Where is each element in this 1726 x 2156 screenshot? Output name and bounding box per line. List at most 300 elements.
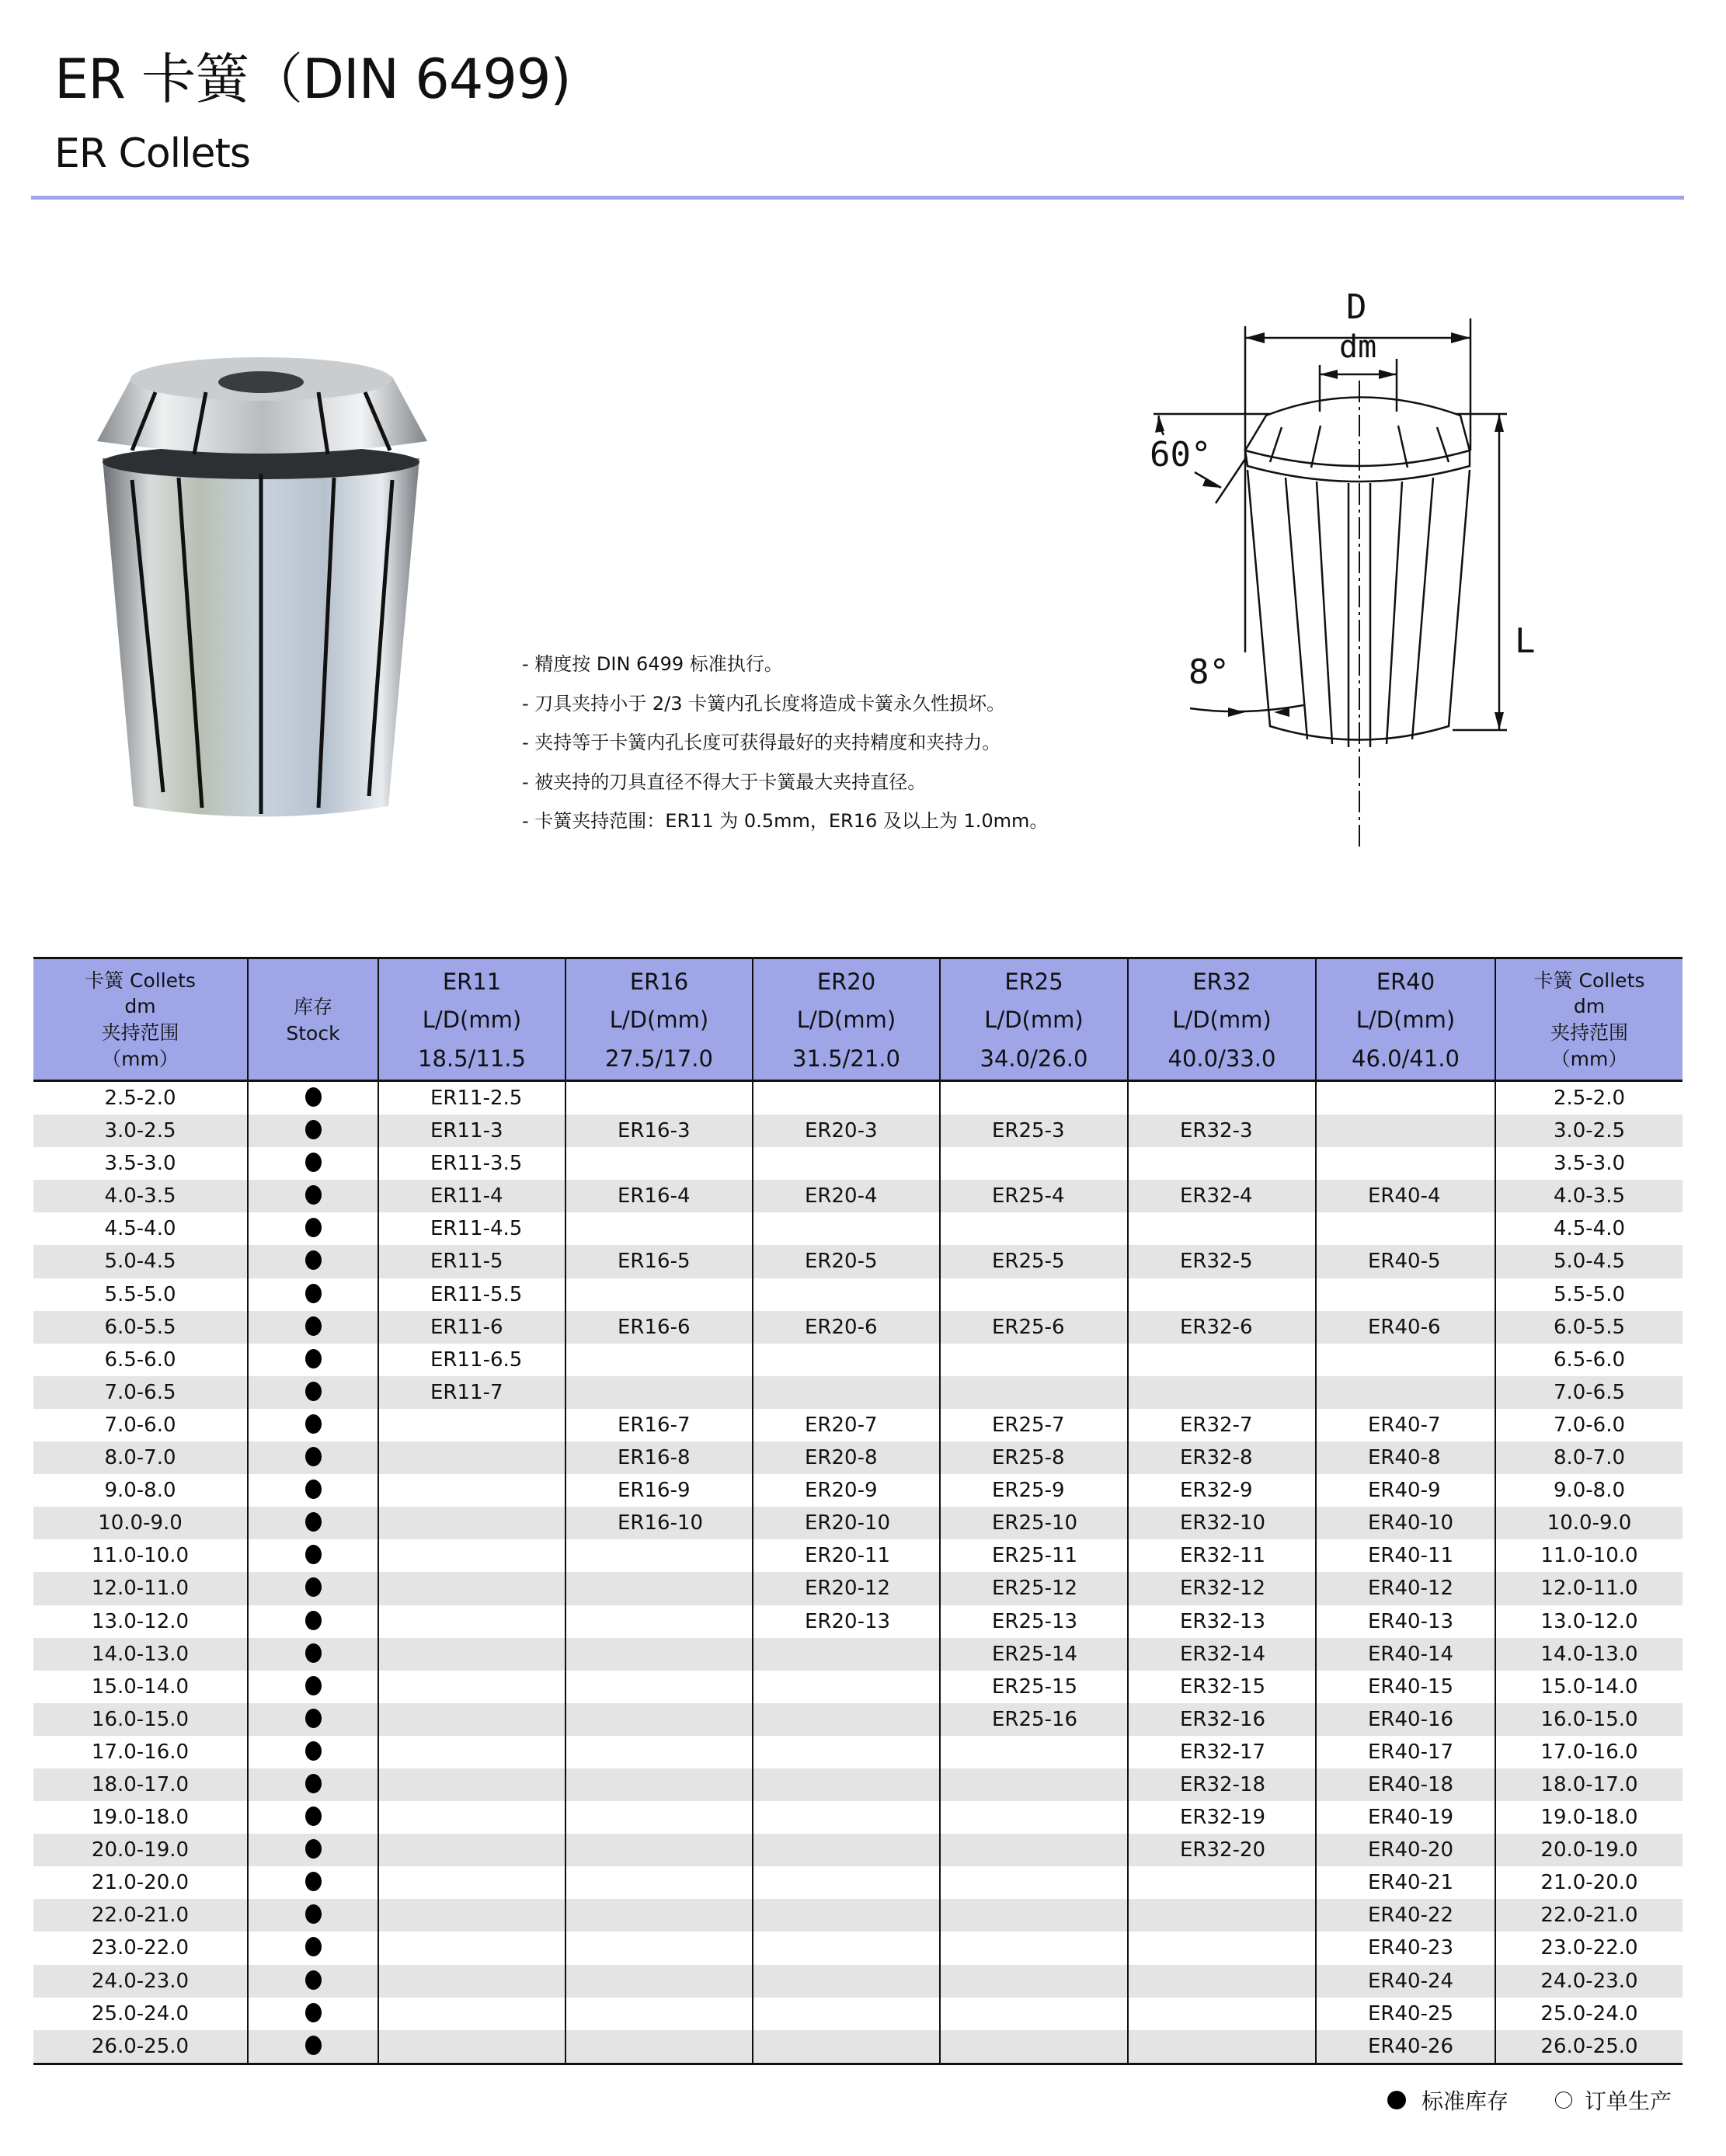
stock-dot-icon [305,1316,322,1336]
cell-code-er32 [1127,1344,1315,1376]
cell-code-er40: ER40-9 [1315,1474,1495,1507]
note-item: - 卡簧夹持范围：ER11 为 0.5mm，ER16 及以上为 1.0mm。 [522,810,1049,832]
filled-dot-icon [1387,2091,1406,2109]
cell-code-er32 [1127,1998,1315,2030]
cell-code-er25 [939,1899,1127,1932]
cell-code-er25 [939,1768,1127,1801]
cell-code-er40: ER40-8 [1315,1441,1495,1474]
cell-range-right: 20.0-19.0 [1495,1834,1683,1866]
cell-stock [247,1801,378,1834]
cell-code-er32: ER32-12 [1127,1572,1315,1605]
cell-code-er11 [378,1801,565,1834]
header-series-name: ER16 [629,968,689,995]
cell-range: 6.5-6.0 [104,1348,176,1372]
cell-code-er25 [939,1998,1127,2030]
cell-code-er20 [752,1899,939,1932]
cell-code-er25: ER25-16 [939,1703,1127,1736]
cell-code-er32: ER32-16 [1127,1703,1315,1736]
cell-code-er16: ER16-8 [565,1441,752,1474]
header-series-name: ER11 [442,968,502,995]
cell-code-er11: ER11-2.5 [378,1082,565,1115]
cell-range: 18.0-17.0 [91,1772,190,1796]
table-row [33,1834,1683,1866]
cell-range: 2.5-2.0 [104,1087,176,1110]
header-divider [31,196,1684,200]
cell-code-er16 [565,1671,752,1703]
cell-stock [247,1409,378,1441]
header-series-ld: 27.5/17.0 [605,1045,713,1073]
cell-code-er32: ER32-19 [1127,1801,1315,1834]
cell-range-right: 21.0-20.0 [1495,1866,1683,1899]
cell-code-er16: ER16-5 [565,1245,752,1278]
cell-code-er20: ER20-8 [752,1441,939,1474]
cell-range-right: 5.0-4.5 [1495,1245,1683,1278]
cell-code-er40 [1315,1147,1495,1180]
cell-code-er16 [565,1834,752,1866]
cell-code-er11 [378,1671,565,1703]
cell-code-er16 [565,1932,752,1964]
cell-code-er16: ER16-6 [565,1311,752,1344]
cell-code-er32: ER32-18 [1127,1768,1315,1801]
cell-code-er20 [752,1998,939,2030]
table-row [33,1278,1683,1311]
cell-range: 7.0-6.5 [104,1380,176,1404]
cell-range-right: 7.0-6.0 [1495,1409,1683,1441]
cell-code-er16 [565,1344,752,1376]
cell-code-er16 [565,1899,752,1932]
stock-dot-icon [305,1480,322,1499]
cell-code-er20 [752,1932,939,1964]
cell-code-er11: ER11-4 [378,1180,565,1212]
cell-stock [247,1474,378,1507]
page-subtitle: ER Collets [54,130,251,177]
header-series-er16 [565,959,752,1080]
cell-range: 3.0-2.5 [104,1119,176,1143]
cell-code-er40: ER40-7 [1315,1409,1495,1441]
cell-stock [247,1376,378,1409]
header-series-ld: 18.5/11.5 [418,1045,526,1073]
header-range-right-line2: dm [1573,994,1606,1017]
cell-code-er20: ER20-9 [752,1474,939,1507]
header-range-line2: dm [124,994,156,1017]
legend-standard-stock: 标准库存 [1422,2088,1509,2114]
cell-code-er16 [565,1082,752,1115]
cell-range-right: 8.0-7.0 [1495,1441,1683,1474]
stock-dot-icon [305,1087,322,1107]
label-L: L [1515,621,1536,661]
label-60-degree: 60° [1150,435,1212,475]
header-series-ld: 40.0/33.0 [1167,1045,1276,1073]
header-series-er25 [939,959,1127,1080]
cell-code-er20: ER20-12 [752,1572,939,1605]
cell-code-er25: ER25-5 [939,1245,1127,1278]
cell-code-er25: ER25-7 [939,1409,1127,1441]
table-row [33,1376,1683,1409]
cell-code-er32 [1127,1866,1315,1899]
cell-code-er25 [939,1147,1127,1180]
note-item: - 刀具夹持小于 2/3 卡簧内孔长度将造成卡簧永久性损坏。 [522,692,1006,715]
cell-code-er32: ER32-10 [1127,1507,1315,1539]
stock-dot-icon [305,1676,322,1695]
cell-code-er16 [565,1965,752,1998]
cell-code-er11: ER11-5 [378,1245,565,1278]
table-row [33,1899,1683,1932]
cell-range-right: 7.0-6.5 [1495,1376,1683,1409]
cell-stock [247,1278,378,1311]
label-dm: dm [1339,329,1377,365]
table-row [33,1671,1683,1703]
cell-code-er20 [752,1703,939,1736]
collet-table [33,957,1683,2065]
cell-code-er20: ER20-5 [752,1245,939,1278]
cell-code-er20 [752,1736,939,1768]
cell-range-right: 9.0-8.0 [1495,1474,1683,1507]
label-8-degree: 8° [1188,652,1230,692]
table-row [33,1245,1683,1278]
cell-code-er11: ER11-6.5 [378,1344,565,1376]
label-D: D [1346,287,1367,327]
cell-code-er40 [1315,1344,1495,1376]
cell-code-er25 [939,1932,1127,1964]
cell-code-er20 [752,1376,939,1409]
cell-code-er11: ER11-7 [378,1376,565,1409]
table-header [33,957,1683,1082]
cell-range-right: 26.0-25.0 [1495,2030,1683,2063]
header-series-er11 [378,959,565,1080]
table-row [33,1605,1683,1638]
note-item: - 精度按 DIN 6499 标准执行。 [522,653,783,675]
cell-code-er11 [378,1638,565,1671]
stock-dot-icon [305,1284,322,1303]
note-item: - 夹持等于卡簧内孔长度可获得最好的夹持精度和夹持力。 [522,732,1001,753]
table-row [33,1932,1683,1964]
table-row [33,1801,1683,1834]
table-row [33,1866,1683,1899]
cell-code-er16 [565,1768,752,1801]
stock-dot-icon [305,1741,322,1761]
cell-range-right: 6.0-5.5 [1495,1311,1683,1344]
cell-code-er11: ER11-4.5 [378,1212,565,1245]
notes-list [522,645,1048,841]
cell-range-right: 5.5-5.0 [1495,1278,1683,1311]
stock-dot-icon [305,1577,322,1597]
note-item: - 被夹持的刀具直径不得大于卡簧最大夹持直径。 [522,770,927,793]
stock-dot-icon [305,1185,322,1205]
cell-range-right: 25.0-24.0 [1495,1998,1683,2030]
cell-code-er40: ER40-4 [1315,1180,1495,1212]
cell-range: 26.0-25.0 [91,2034,190,2058]
cell-code-er16 [565,1376,752,1409]
header-range-right-line1: 卡簧 Collets [1533,968,1645,992]
cell-stock [247,1147,378,1180]
cell-code-er40: ER40-17 [1315,1736,1495,1768]
cell-code-er20 [752,1866,939,1899]
cell-code-er11: ER11-6 [378,1311,565,1344]
header-series-unit: L/D(mm) [1355,1007,1456,1034]
cell-stock [247,1998,378,2030]
cell-range-right: 15.0-14.0 [1495,1671,1683,1703]
stock-dot-icon [305,1643,322,1663]
cell-code-er40 [1315,1115,1495,1147]
header-series-unit: L/D(mm) [422,1007,522,1034]
cell-range: 23.0-22.0 [91,1936,190,1960]
cell-code-er20 [752,1147,939,1180]
cell-code-er16: ER16-9 [565,1474,752,1507]
cell-code-er40: ER40-11 [1315,1539,1495,1572]
stock-dot-icon [305,1807,322,1826]
table-row [33,1474,1683,1507]
cell-code-er40: ER40-23 [1315,1932,1495,1964]
cell-code-er25: ER25-12 [939,1572,1127,1605]
header-range-right-line3: 夹持范围 [1550,1021,1628,1044]
cell-code-er20 [752,2030,939,2063]
cell-code-er32: ER32-8 [1127,1441,1315,1474]
cell-code-er16: ER16-4 [565,1180,752,1212]
stock-dot-icon [305,2003,322,2022]
header-series-unit: L/D(mm) [984,1007,1084,1034]
cell-range-right: 12.0-11.0 [1495,1572,1683,1605]
cell-code-er32: ER32-15 [1127,1671,1315,1703]
cell-code-er40: ER40-10 [1315,1507,1495,1539]
table-row [33,1736,1683,1768]
cell-code-er25: ER25-8 [939,1441,1127,1474]
cell-code-er20: ER20-13 [752,1605,939,1638]
cell-code-er16 [565,1212,752,1245]
page-title: ER 卡簧（DIN 6499) [54,47,571,111]
cell-code-er40: ER40-18 [1315,1768,1495,1801]
header-series-er40 [1315,959,1495,1080]
cell-code-er25 [939,1278,1127,1311]
cell-code-er40: ER40-21 [1315,1866,1495,1899]
cell-code-er40: ER40-15 [1315,1671,1495,1703]
cell-range-right: 22.0-21.0 [1495,1899,1683,1932]
cell-range: 5.5-5.0 [104,1282,176,1306]
cell-code-er11: ER11-3.5 [378,1147,565,1180]
collet-photo [85,342,435,823]
cell-code-er11 [378,1572,565,1605]
table-row [33,1638,1683,1671]
cell-code-er40: ER40-6 [1315,1311,1495,1344]
cell-code-er20 [752,1638,939,1671]
cell-stock [247,1638,378,1671]
cell-code-er20: ER20-4 [752,1180,939,1212]
cell-range-right: 16.0-15.0 [1495,1703,1683,1736]
table-row [33,1703,1683,1736]
table-row [33,1441,1683,1474]
cell-range-right: 10.0-9.0 [1495,1507,1683,1539]
cell-code-er11 [378,1539,565,1572]
cell-code-er25 [939,1344,1127,1376]
stock-dot-icon [305,1349,322,1368]
stock-dot-icon [305,1218,322,1237]
table-row [33,2030,1683,2063]
stock-dot-icon [305,1153,322,1172]
header-range-right-line4: （mm） [1550,1047,1628,1070]
header-stock [247,959,378,1080]
cell-code-er40: ER40-19 [1315,1801,1495,1834]
cell-code-er20: ER20-3 [752,1115,939,1147]
stock-dot-icon [305,1872,322,1891]
header-series-ld: 34.0/26.0 [980,1045,1088,1073]
cell-range: 11.0-10.0 [91,1544,190,1568]
cell-stock [247,1441,378,1474]
cell-code-er25: ER25-9 [939,1474,1127,1507]
cell-stock [247,1768,378,1801]
cell-code-er11: ER11-5.5 [378,1278,565,1311]
header-series-ld: 46.0/41.0 [1352,1045,1460,1073]
hollow-circle-icon [1555,2092,1572,2109]
cell-code-er16: ER16-7 [565,1409,752,1441]
cell-code-er16 [565,1866,752,1899]
cell-code-er32 [1127,1376,1315,1409]
table-row [33,1965,1683,1998]
cell-code-er32: ER32-9 [1127,1474,1315,1507]
cell-code-er16 [565,1801,752,1834]
cell-range: 8.0-7.0 [104,1446,176,1470]
cell-code-er32 [1127,2030,1315,2063]
header-series-unit: L/D(mm) [1172,1007,1272,1034]
cell-range: 4.0-3.5 [104,1184,176,1208]
cell-code-er32 [1127,1212,1315,1245]
cell-code-er11 [378,1507,565,1539]
cell-code-er25 [939,1866,1127,1899]
cell-range: 6.0-5.5 [104,1315,176,1339]
cell-stock [247,1866,378,1899]
cell-stock [247,1082,378,1115]
cell-range: 19.0-18.0 [91,1806,190,1830]
cell-code-er32: ER32-13 [1127,1605,1315,1638]
cell-code-er25 [939,2030,1127,2063]
cell-code-er32: ER32-7 [1127,1409,1315,1441]
cell-range: 4.5-4.0 [104,1217,176,1241]
cell-stock [247,1180,378,1212]
cell-stock [247,2030,378,2063]
cell-code-er20: ER20-10 [752,1507,939,1539]
cell-code-er11 [378,1932,565,1964]
cell-code-er20 [752,1212,939,1245]
cell-code-er25 [939,1212,1127,1245]
cell-stock [247,1605,378,1638]
cell-stock [247,1671,378,1703]
cell-code-er25: ER25-4 [939,1180,1127,1212]
cell-code-er40: ER40-16 [1315,1703,1495,1736]
table-row [33,1539,1683,1572]
cell-code-er25: ER25-10 [939,1507,1127,1539]
cell-code-er11 [378,2030,565,2063]
stock-dot-icon [305,1414,322,1434]
collet-technical-drawing [1134,287,1647,862]
cell-range-right: 18.0-17.0 [1495,1768,1683,1801]
header-range-line1: 卡簧 Collets [85,968,196,992]
cell-code-er20 [752,1768,939,1801]
stock-dot-icon [305,1382,322,1401]
table-row [33,1212,1683,1245]
cell-code-er20: ER20-6 [752,1311,939,1344]
cell-stock [247,1834,378,1866]
cell-code-er32: ER32-4 [1127,1180,1315,1212]
cell-stock [247,1965,378,1998]
header-series-name: ER40 [1376,968,1435,995]
cell-code-er40: ER40-22 [1315,1899,1495,1932]
cell-range: 22.0-21.0 [91,1904,190,1928]
cell-code-er40: ER40-5 [1315,1245,1495,1278]
cell-code-er11 [378,1834,565,1866]
cell-stock [247,1311,378,1344]
cell-stock [247,1932,378,1964]
cell-range-right: 13.0-12.0 [1495,1605,1683,1638]
stock-dot-icon [305,1709,322,1728]
cell-code-er20 [752,1965,939,1998]
cell-range: 12.0-11.0 [91,1577,190,1601]
legend-made-to-order: 订单生产 [1585,2088,1672,2114]
header-series-er32 [1127,959,1315,1080]
cell-code-er16: ER16-10 [565,1507,752,1539]
cell-range-right: 2.5-2.0 [1495,1082,1683,1115]
cell-range-right: 6.5-6.0 [1495,1344,1683,1376]
cell-code-er40: ER40-25 [1315,1998,1495,2030]
cell-range: 10.0-9.0 [98,1511,183,1535]
cell-range: 13.0-12.0 [91,1609,190,1633]
header-range [33,959,247,1080]
cell-code-er25 [939,1736,1127,1768]
cell-code-er32: ER32-11 [1127,1539,1315,1572]
cell-range-right: 24.0-23.0 [1495,1965,1683,1998]
cell-code-er25: ER25-3 [939,1115,1127,1147]
table-row [33,1572,1683,1605]
cell-code-er40: ER40-24 [1315,1965,1495,1998]
table-row [33,1147,1683,1180]
cell-range-right: 11.0-10.0 [1495,1539,1683,1572]
cell-code-er20: ER20-11 [752,1539,939,1572]
stock-dot-icon [305,1120,322,1139]
cell-code-er40: ER40-26 [1315,2030,1495,2063]
cell-code-er32: ER32-6 [1127,1311,1315,1344]
header-stock-cn: 库存 [293,995,332,1018]
cell-code-er32 [1127,1278,1315,1311]
table-row [33,1998,1683,2030]
cell-code-er40: ER40-20 [1315,1834,1495,1866]
cell-code-er40 [1315,1278,1495,1311]
cell-code-er32 [1127,1965,1315,1998]
cell-stock [247,1899,378,1932]
table-row [33,1180,1683,1212]
cell-code-er32: ER32-14 [1127,1638,1315,1671]
cell-code-er11 [378,1409,565,1441]
cell-code-er32 [1127,1082,1315,1115]
cell-range: 5.0-4.5 [104,1250,176,1274]
cell-range-right: 14.0-13.0 [1495,1638,1683,1671]
cell-code-er25 [939,1082,1127,1115]
cell-range: 7.0-6.0 [104,1413,176,1437]
cell-stock [247,1115,378,1147]
header-series-unit: L/D(mm) [796,1007,896,1034]
header-series-name: ER25 [1004,968,1063,995]
stock-dot-icon [305,1774,322,1793]
cell-range: 24.0-23.0 [91,1969,190,1993]
cell-code-er25 [939,1965,1127,1998]
header-series-ld: 31.5/21.0 [792,1045,900,1073]
cell-range: 15.0-14.0 [91,1674,190,1699]
cell-code-er25: ER25-11 [939,1539,1127,1572]
table-row [33,1409,1683,1441]
cell-stock [247,1572,378,1605]
cell-code-er25: ER25-13 [939,1605,1127,1638]
cell-code-er11 [378,1605,565,1638]
cell-code-er11 [378,1736,565,1768]
cell-code-er11 [378,1998,565,2030]
stock-dot-icon [305,1839,322,1859]
cell-code-er16 [565,1703,752,1736]
